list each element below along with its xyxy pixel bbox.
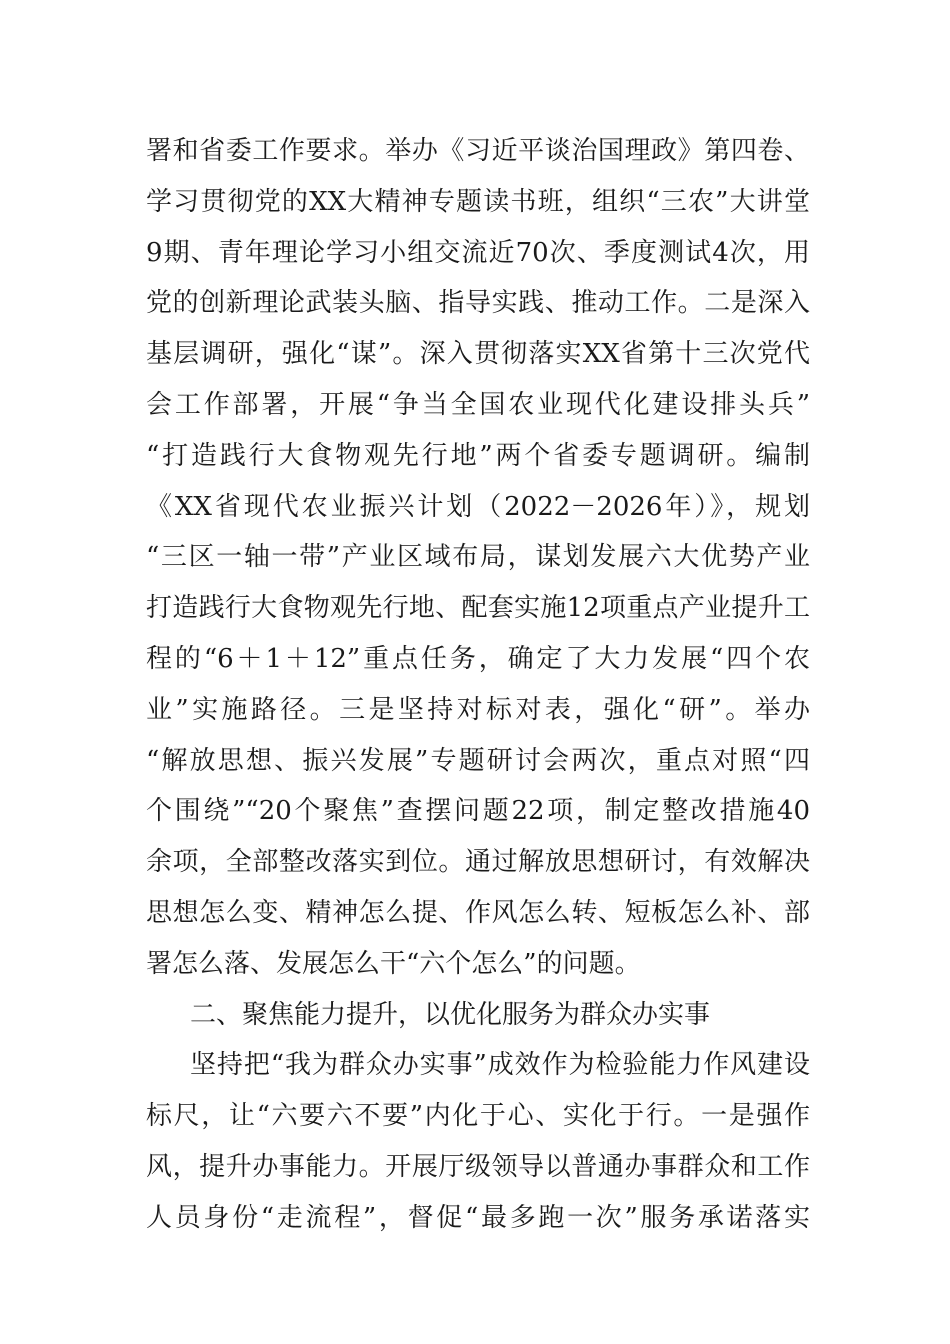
body-text [146,126,810,1244]
text-line-22: 人员身份“走流程”，督促“最多跑一次”服务承诺落实 [146,1202,810,1233]
text-line-14: 个围绕”“20个聚焦”查摆问题22项，制定整改措施40 [146,796,810,827]
text-line-3: 9期、青年理论学习小组交流近70次、季度测试4次，用 [146,237,810,268]
text-line-8: 《XX省现代农业振兴计划（2022－2026年）》，规划 [146,491,810,522]
text-line-16: 思想怎么变、精神怎么提、作风怎么转、短板怎么补、部 [146,897,810,928]
text-line-1: 署和省委工作要求。举办《习近平谈治国理政》第四卷、 [146,136,810,166]
text-line-11: 程的“6＋1＋12”重点任务，确定了大力发展“四个农 [146,643,810,674]
text-line-6: 会工作部署，开展“争当全国农业现代化建设排头兵” [146,389,810,420]
text-line-5: 基层调研，强化“谋”。深入贯彻落实XX省第十三次党代 [146,339,810,370]
text-line-21: 风，提升办事能力。开展厅级领导以普通办事群众和工作 [146,1151,810,1182]
text-line-20: 标尺，让“六要六不要”内化于心、实化于行。一是强作 [146,1101,810,1132]
text-line-12: 业”实施路径。三是坚持对标对表，强化“研”。举办 [146,694,810,725]
text-line-15: 余项，全部整改落实到位。通过解放思想研讨，有效解决 [146,847,810,878]
section-heading: 二、聚焦能力提升，以优化服务为群众办实事 [190,999,711,1030]
text-line-17: 署怎么落、发展怎么干“六个怎么”的问题。 [146,948,641,979]
text-line-7: “打造践行大食物观先行地”两个省委专题调研。编制 [146,440,810,471]
text-line-4: 党的创新理论武装头脑、指导实践、推动工作。二是深入 [146,288,810,319]
text-line-13: “解放思想、振兴发展”专题研讨会两次，重点对照“四 [146,745,810,776]
text-line-10: 打造践行大食物观先行地、配套实施12项重点产业提升工 [146,593,810,624]
text-line-2: 学习贯彻党的XX大精神专题读书班，组织“三农”大讲堂 [146,186,810,217]
text-line-19: 坚持把“我为群众办实事”成效作为检验能力作风建设 [190,1050,810,1081]
text-line-9: “三区一轴一带”产业区域布局，谋划发展六大优势产业 [146,542,810,573]
